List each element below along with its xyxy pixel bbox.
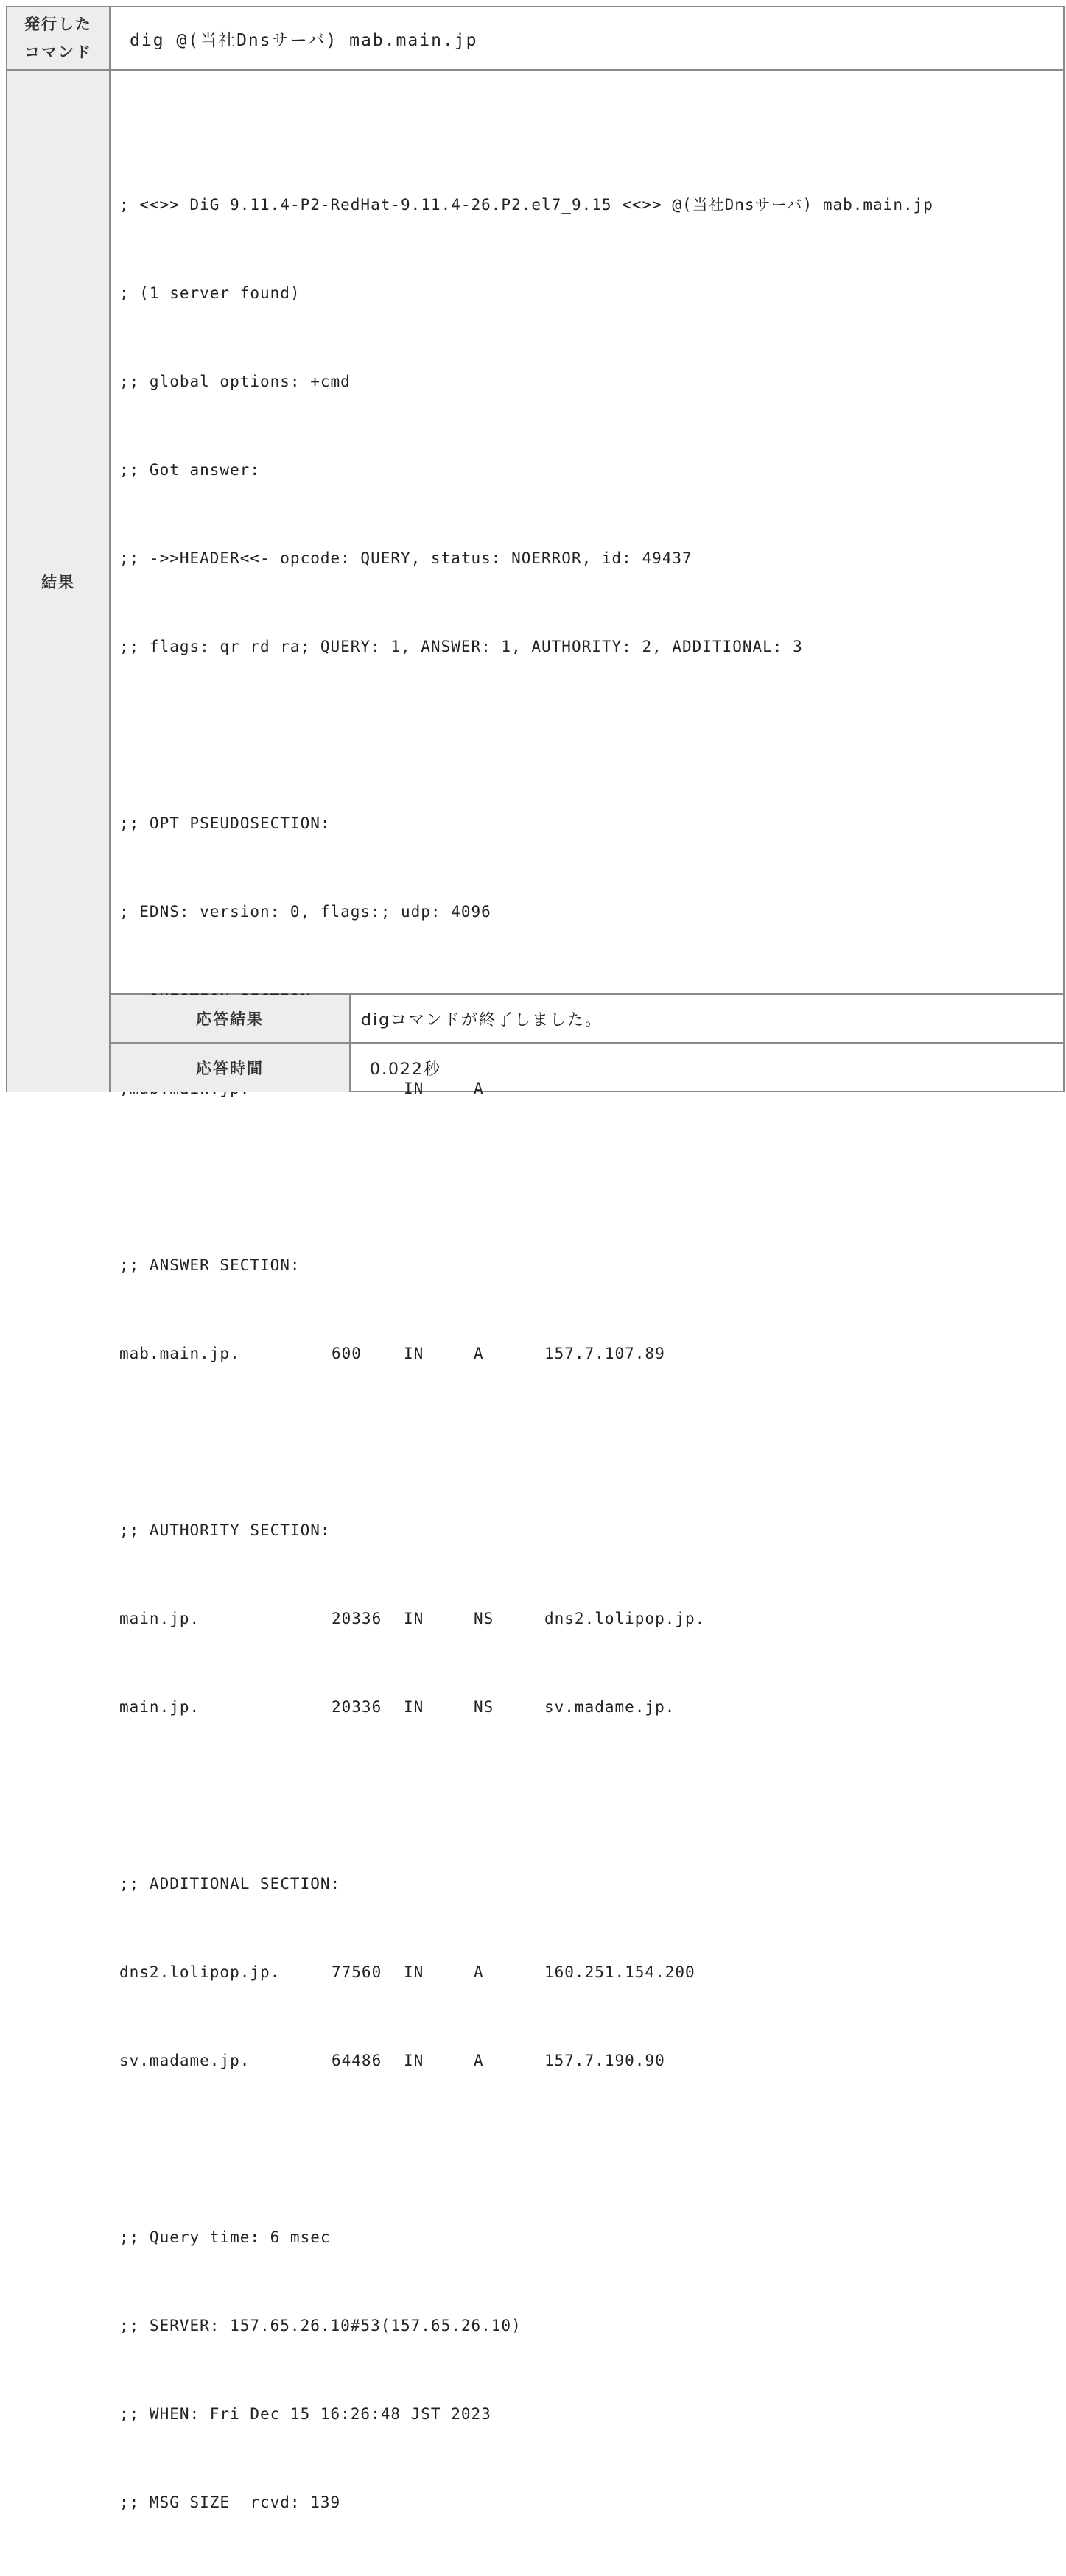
output-line: ;; Got answer: — [119, 461, 261, 479]
record-name: mab.main.jp. — [119, 1345, 240, 1362]
record-type: A — [474, 1080, 484, 1097]
record-name: main.jp. — [119, 1698, 200, 1716]
record-class: IN — [404, 1345, 424, 1362]
output-line: ;; SERVER: 157.65.26.10#53(157.65.26.10) — [119, 2317, 522, 2334]
output-line: ;; OPT PSEUDOSECTION: — [119, 814, 331, 832]
record-ttl: 20336 — [332, 1610, 382, 1627]
record-class: IN — [404, 1963, 424, 1981]
record-class: IN — [404, 1698, 424, 1716]
blank-line — [119, 2134, 933, 2164]
record-class: IN — [404, 2052, 424, 2069]
authority-record — [119, 1692, 933, 1722]
command-label-line2: コマンド — [24, 43, 92, 61]
record-data: dns2.lolipop.jp. — [544, 1610, 706, 1627]
record-class: IN — [404, 1610, 424, 1627]
record-data: sv.madame.jp. — [544, 1698, 676, 1716]
result-label: 結果 — [7, 71, 111, 1092]
output-line: ; EDNS: version: 0, flags:; udp: 4096 — [119, 903, 491, 921]
blank-line — [119, 1781, 933, 1810]
authority-heading: ;; AUTHORITY SECTION: — [119, 1521, 331, 1539]
additional-record — [119, 1957, 933, 1987]
answer-heading: ;; ANSWER SECTION: — [119, 1256, 301, 1274]
record-name: dns2.lolipop.jp. — [119, 1963, 281, 1981]
blank-line — [119, 1162, 933, 1192]
record-data: 160.251.154.200 — [544, 1963, 695, 1981]
record-ttl: 20336 — [332, 1698, 382, 1716]
command-value: dig @(当社Dnsサーバ) mab.main.jp — [111, 7, 1065, 71]
dig-output — [119, 131, 933, 2576]
record-ttl: 600 — [332, 1345, 362, 1362]
response-result-value: digコマンドが終了しました。 — [351, 995, 1065, 1044]
blank-line — [119, 720, 933, 750]
response-time-label: 応答時間 — [111, 1044, 351, 1092]
record-type: NS — [474, 1610, 494, 1627]
record-type: A — [474, 1345, 484, 1362]
record-data: 157.7.190.90 — [544, 2052, 665, 2069]
record-type: A — [474, 1963, 484, 1981]
additional-heading: ;; ADDITIONAL SECTION: — [119, 1875, 341, 1893]
output-line: ;; Query time: 6 msec — [119, 2228, 331, 2246]
authority-record — [119, 1604, 933, 1633]
output-line: ;; ->>HEADER<<- opcode: QUERY, status: NOERROR, id: 49437 — [119, 549, 692, 567]
response-result-label: 応答結果 — [111, 995, 351, 1044]
record-ttl: 77560 — [332, 1963, 382, 1981]
record-data: 157.7.107.89 — [544, 1345, 665, 1362]
record-name: main.jp. — [119, 1610, 200, 1627]
command-label-line1: 発行した — [24, 15, 92, 33]
record-type: NS — [474, 1698, 494, 1716]
record-name: sv.madame.jp. — [119, 2052, 250, 2069]
response-time-value: 0.022秒 — [370, 1060, 441, 1079]
output-line: ;; MSG SIZE rcvd: 139 — [119, 2494, 341, 2511]
output-line: ; (1 server found) — [119, 284, 301, 302]
record-type: A — [474, 2052, 484, 2069]
command-label — [7, 7, 111, 71]
output-line: ;; flags: qr rd ra; QUERY: 1, ANSWER: 1, AUTHORITY: 2, ADDITIONAL: 3 — [119, 638, 803, 655]
answer-record — [119, 1339, 933, 1368]
record-ttl: 64486 — [332, 2052, 382, 2069]
output-line: ;; global options: +cmd — [119, 373, 351, 390]
blank-line — [119, 1427, 933, 1457]
dig-result-table — [6, 6, 1065, 2511]
output-line: ; <<>> DiG 9.11.4-P2-RedHat-9.11.4-26.P2.el7_9.15 <<>> @(当社Dnsサーバ) mab.main.jp — [119, 196, 933, 214]
record-class: IN — [404, 1080, 424, 1097]
output-line: ;; WHEN: Fri Dec 15 16:26:48 JST 2023 — [119, 2405, 491, 2423]
additional-record — [119, 2046, 933, 2075]
